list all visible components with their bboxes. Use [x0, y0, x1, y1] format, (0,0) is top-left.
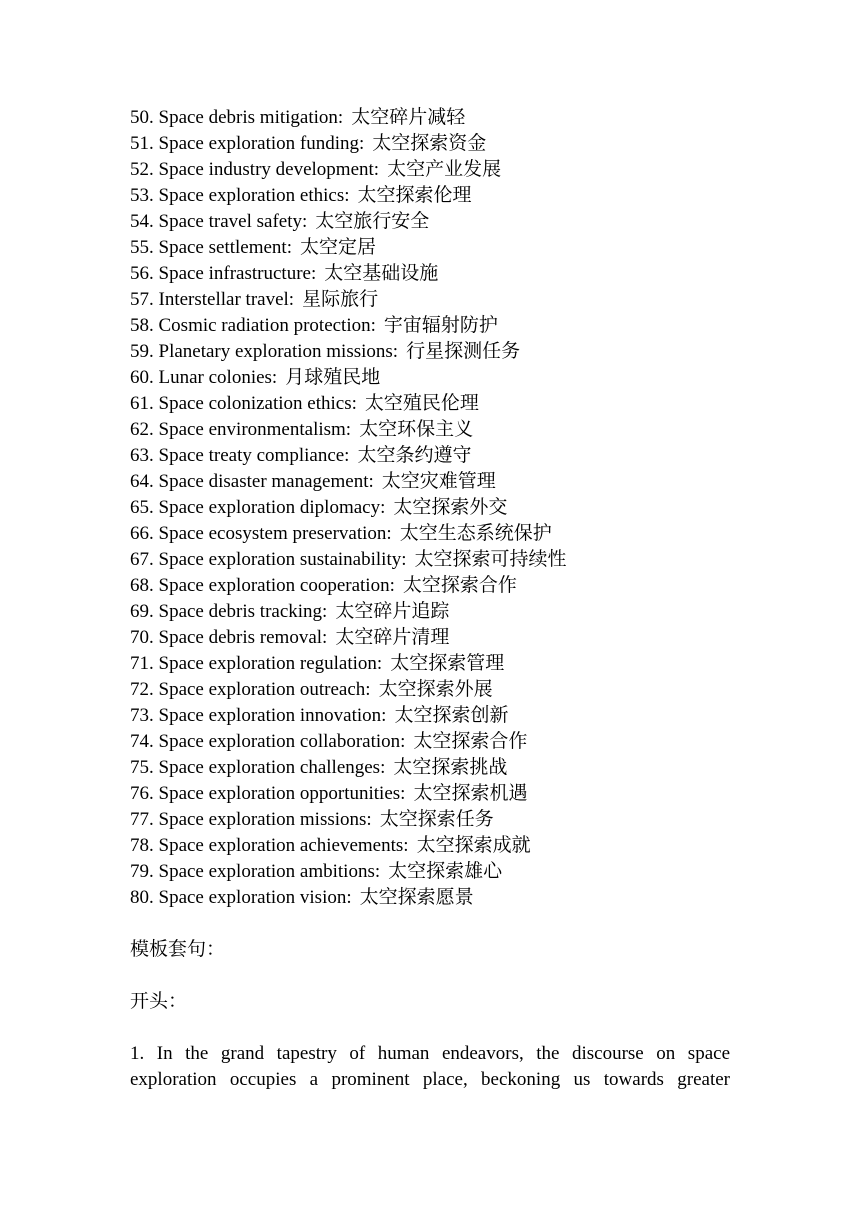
vocab-number: 64.	[130, 471, 154, 492]
vocab-number: 72.	[130, 679, 154, 700]
vocab-item	[130, 365, 730, 391]
vocab-number: 54.	[130, 211, 154, 232]
vocab-chinese: 太空探索雄心	[388, 861, 503, 882]
vocab-item	[130, 729, 730, 755]
vocab-number: 73.	[130, 705, 154, 726]
vocab-number: 62.	[130, 419, 154, 440]
vocab-english: Space exploration innovation:	[158, 705, 387, 726]
vocab-number: 68.	[130, 575, 154, 596]
vocab-chinese: 太空探索任务	[379, 809, 494, 830]
vocab-item	[130, 651, 730, 677]
vocab-number: 69.	[130, 601, 154, 622]
vocab-item	[130, 417, 730, 443]
vocab-english: Space exploration ambitions:	[158, 861, 381, 882]
vocab-number: 76.	[130, 783, 154, 804]
vocab-chinese: 太空探索合作	[402, 575, 517, 596]
vocab-english: Space ecosystem preservation:	[158, 523, 392, 544]
vocab-chinese: 太空环保主义	[359, 419, 474, 440]
vocab-number: 50.	[130, 107, 154, 128]
vocabulary-list	[130, 105, 730, 911]
vocab-number: 61.	[130, 393, 154, 414]
vocab-chinese: 太空探索机遇	[413, 783, 528, 804]
vocab-item	[130, 131, 730, 157]
vocab-item	[130, 755, 730, 781]
vocab-english: Space exploration ethics:	[158, 185, 350, 206]
vocab-item	[130, 183, 730, 209]
vocab-english: Space environmentalism:	[158, 419, 352, 440]
vocab-chinese: 太空产业发展	[387, 159, 502, 180]
vocab-chinese: 宇宙辐射防护	[383, 315, 498, 336]
vocab-chinese: 太空殖民伦理	[364, 393, 479, 414]
vocab-chinese: 行星探测任务	[406, 341, 521, 362]
vocab-chinese: 太空探索创新	[394, 705, 509, 726]
vocab-chinese: 太空旅行安全	[315, 211, 430, 232]
vocab-number: 70.	[130, 627, 154, 648]
vocab-english: Space travel safety:	[158, 211, 308, 232]
vocab-english: Cosmic radiation protection:	[158, 315, 376, 336]
opening-heading: 开头：	[130, 991, 188, 1012]
vocab-number: 75.	[130, 757, 154, 778]
vocab-chinese: 太空定居	[299, 237, 376, 258]
vocab-english: Space exploration challenges:	[158, 757, 386, 778]
vocab-chinese: 太空探索外交	[393, 497, 508, 518]
vocab-english: Space exploration sustainability:	[158, 549, 407, 570]
vocab-item	[130, 469, 730, 495]
vocab-chinese: 太空探索合作	[413, 731, 528, 752]
vocab-chinese: 太空探索资金	[372, 133, 487, 154]
vocab-number: 77.	[130, 809, 154, 830]
vocab-chinese: 太空生态系统保护	[399, 523, 552, 544]
vocab-number: 63.	[130, 445, 154, 466]
vocab-chinese: 太空探索伦理	[357, 185, 472, 206]
vocab-english: Space exploration funding:	[158, 133, 365, 154]
vocab-number: 74.	[130, 731, 154, 752]
vocab-number: 66.	[130, 523, 154, 544]
vocab-number: 59.	[130, 341, 154, 362]
vocab-english: Space exploration missions:	[158, 809, 372, 830]
vocab-number: 67.	[130, 549, 154, 570]
vocab-item	[130, 599, 730, 625]
vocab-english: Space exploration outreach:	[158, 679, 371, 700]
vocab-item	[130, 625, 730, 651]
vocab-english: Space exploration opportunities:	[158, 783, 406, 804]
vocab-number: 58.	[130, 315, 154, 336]
paragraph-line: exploration occupies a prominent place, beckoning us towards greater	[130, 1069, 730, 1090]
vocab-chinese: 太空基础设施	[324, 263, 439, 284]
vocab-english: Space industry development:	[158, 159, 380, 180]
templates-heading: 模板套句：	[130, 939, 226, 960]
vocab-english: Planetary exploration missions:	[158, 341, 399, 362]
vocab-item	[130, 495, 730, 521]
vocab-item	[130, 235, 730, 261]
vocab-item	[130, 547, 730, 573]
vocab-chinese: 太空碎片减轻	[351, 107, 466, 128]
vocab-number: 53.	[130, 185, 154, 206]
vocab-item	[130, 157, 730, 183]
vocab-english: Space debris mitigation:	[158, 107, 344, 128]
vocab-chinese: 太空探索愿景	[359, 887, 474, 908]
vocab-number: 79.	[130, 861, 154, 882]
vocab-chinese: 太空碎片清理	[335, 627, 450, 648]
vocab-item	[130, 833, 730, 859]
vocab-item	[130, 781, 730, 807]
vocab-number: 65.	[130, 497, 154, 518]
vocab-item	[130, 339, 730, 365]
vocab-number: 78.	[130, 835, 154, 856]
opening-paragraph	[130, 1041, 730, 1093]
vocab-number: 56.	[130, 263, 154, 284]
vocab-item	[130, 105, 730, 131]
vocab-english: Space disaster management:	[158, 471, 374, 492]
vocab-item	[130, 807, 730, 833]
vocab-chinese: 太空探索外展	[378, 679, 493, 700]
vocab-english: Space debris removal:	[158, 627, 328, 648]
vocab-english: Space exploration regulation:	[158, 653, 383, 674]
vocab-chinese: 星际旅行	[302, 289, 379, 310]
vocab-english: Space settlement:	[158, 237, 292, 258]
vocab-english: Space exploration collaboration:	[158, 731, 406, 752]
vocab-english: Space debris tracking:	[158, 601, 328, 622]
vocab-chinese: 太空探索成就	[416, 835, 531, 856]
vocab-chinese: 太空探索管理	[390, 653, 505, 674]
vocab-item	[130, 261, 730, 287]
vocab-english: Lunar colonies:	[158, 367, 278, 388]
vocab-chinese: 太空探索挑战	[393, 757, 508, 778]
vocab-item	[130, 287, 730, 313]
vocab-chinese: 太空碎片追踪	[335, 601, 450, 622]
vocab-chinese: 月球殖民地	[285, 367, 381, 388]
paragraph-line: 1. In the grand tapestry of human endeavors, the discourse on space	[130, 1043, 730, 1064]
vocab-number: 60.	[130, 367, 154, 388]
vocab-chinese: 太空条约遵守	[357, 445, 472, 466]
vocab-english: Space exploration achievements:	[158, 835, 409, 856]
vocab-item	[130, 521, 730, 547]
vocab-english: Space treaty compliance:	[158, 445, 350, 466]
vocab-item	[130, 443, 730, 469]
vocab-number: 51.	[130, 133, 154, 154]
vocab-item	[130, 313, 730, 339]
vocab-item	[130, 885, 730, 911]
vocab-item	[130, 209, 730, 235]
vocab-item	[130, 391, 730, 417]
vocab-item	[130, 703, 730, 729]
vocab-item	[130, 573, 730, 599]
vocab-chinese: 太空灾难管理	[381, 471, 496, 492]
vocab-english: Space exploration vision:	[158, 887, 352, 908]
vocab-number: 57.	[130, 289, 154, 310]
vocab-number: 71.	[130, 653, 154, 674]
vocab-number: 80.	[130, 887, 154, 908]
vocab-english: Space colonization ethics:	[158, 393, 357, 414]
vocab-item	[130, 859, 730, 885]
vocab-number: 52.	[130, 159, 154, 180]
vocab-english: Interstellar travel:	[158, 289, 295, 310]
vocab-english: Space infrastructure:	[158, 263, 317, 284]
vocab-english: Space exploration cooperation:	[158, 575, 395, 596]
vocab-chinese: 太空探索可持续性	[414, 549, 567, 570]
vocab-item	[130, 677, 730, 703]
vocab-number: 55.	[130, 237, 154, 258]
vocab-english: Space exploration diplomacy:	[158, 497, 386, 518]
